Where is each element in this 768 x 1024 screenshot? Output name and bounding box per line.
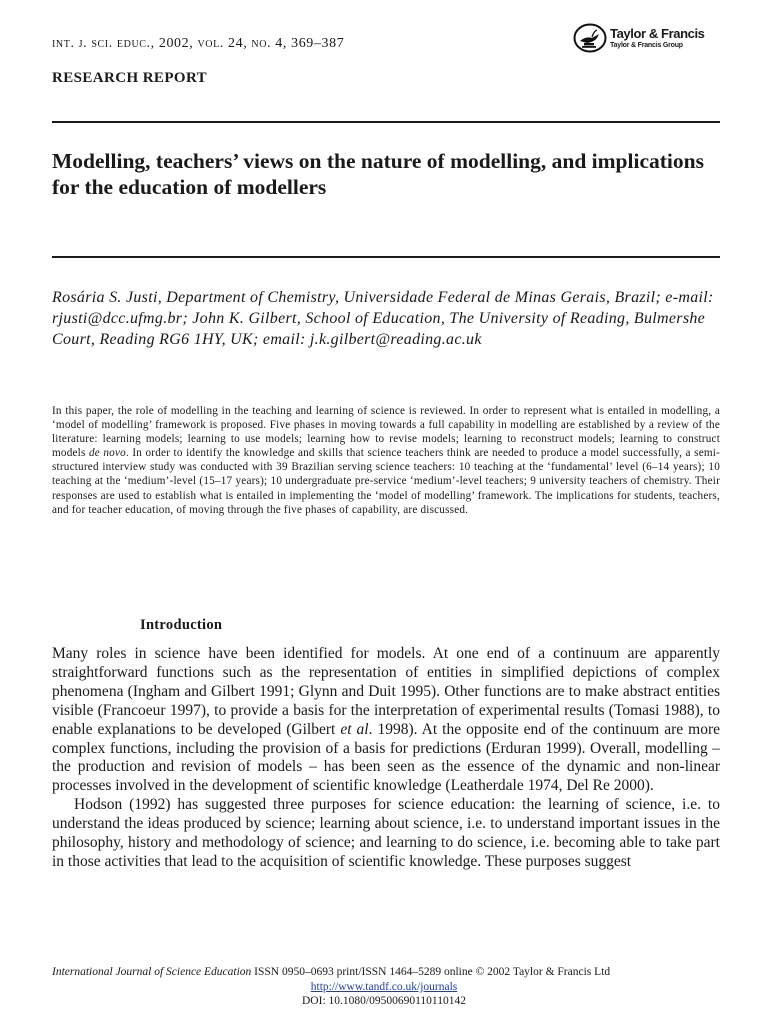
abstract [52,404,720,517]
paragraph-1-text-1: Many roles in science have been identified for models. At one end of a continuum are apparently straightforward functions such as the representation of entities in simplified depictions of complex phenomena (Ingham and Gilbert 1991; Glynn and Duit 1995). Other functions are to make abstract entities visible (Francoeur 1997), to provide a basis for the interpretation of experimental results (Tomasi 1988), to enable explanations to be developed (Gilbert [52,645,720,738]
footer-issn: ISSN 0950–0693 print/ISSN 1464–5289 online [254,966,473,978]
paragraph-1-italic: et al [340,720,369,738]
abstract-italic-term: de novo [88,447,126,460]
introduction-paragraph-2: Hodson (1992) has suggested three purposes for science education: the learning of science, i.e. to understand the ideas produced by science; learning about science, i.e. to understand important issues in the philosophy, history and methodology of science; and learning to do science, i.e. becoming able to take part in those activities that lead to the acquisition of scientific knowledge. These purposes suggest [52,796,720,870]
publisher-name: Taylor & Francis [610,26,705,41]
introduction-heading: Introduction [140,617,223,633]
abstract-text-2: . In order to identify the knowledge and skills that science teachers think are needed to produce a model successfully, a semi-structured interview study was conducted with 39 Brazilian serving science teachers: 10 teaching at the ‘fundamental’ level (6–14 years); 10 teaching at the ‘medium’-level (15–17 years); 10 undergraduate pre-service ‘medium’-level teachers; 9 university teachers of chemistry. Their responses are used to establish what is entailed in implementing the ‘model of modelling’ framework. The implications for students, teachers, and for teacher education, of moving through the five phases of capability, are discussed. [52,447,720,516]
journal-issue: 4 [275,36,283,51]
footer-url-link[interactable]: http://www.tandf.co.uk/journals [310,981,458,993]
introduction-paragraph-1 [52,645,720,796]
journal-year: 2002 [158,36,190,51]
journal-pages: 369–387 [291,36,345,51]
section-type: RESEARCH REPORT [52,70,208,86]
abstract-text-1: In this paper, the role of modelling in the teaching and learning of science is reviewed. In order to represent what is entailed in modelling, a ‘model of modelling’ framework is proposed. Five phases in moving towards a full capability in modelling are established by a review of the literature: learning models; learning to use models; learning how to revise models; learning to reconstruct models; learning to construct models [52,405,720,460]
publisher-logo [573,22,733,54]
footer-journal-name: International Journal of Science Education [52,966,252,978]
journal-volume: 24 [228,36,244,51]
introduction-body [52,645,720,872]
volume-label: vol. [197,36,224,51]
title-rule-bottom [52,256,720,258]
authors-affiliations: Rosária S. Justi, Department of Chemistry, Universidade Federal de Minas Gerais, Brazil; e-mail: rjusti@dcc.ufmg.br; John K. Gilbert, School of Education, The University of Reading, Bulmershe Court, Reading RG6 1HY, UK; email: j.k.gilbert@reading.ac.uk [52,289,714,348]
footer-doi: DOI: 10.1080/09500690110110142 [302,995,466,1007]
journal-abbrev: int. j. sci. educ. [52,36,151,51]
publisher-group: Taylor & Francis Group [610,42,683,49]
article-title: Modelling, teachers’ views on the nature of modelling, and implications for the education of modellers [52,149,704,199]
paragraph-1-text-2: . 1998). At the opposite end of the continuum are more complex functions, including the provision of a basis for predictions (Erduran 1999). Overall, modelling – the production and revision of models – has been seen as the essence of the dynamic and non-linear processes involved in the development of scientific knowledge (Leatherdale 1974, Del Re 2000). [52,720,721,795]
footer-copyright: © 2002 Taylor & Francis Ltd [475,966,611,978]
journal-citation: int. j. sci. educ., 2002, vol. 24, no. 4, 369–387 [52,36,345,51]
publisher-lamp-icon [573,23,607,53]
footer-issn-line [52,966,720,979]
issue-label: no. [251,36,272,51]
title-rule-top [52,121,720,123]
